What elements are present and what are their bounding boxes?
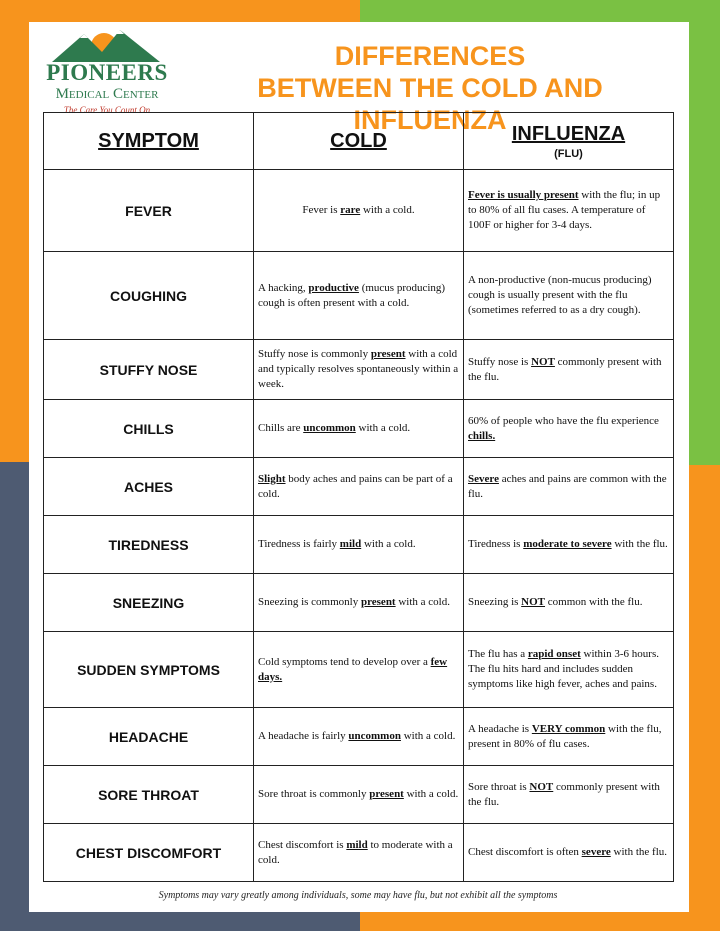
table-row (44, 824, 674, 882)
mountain-sun-icon (42, 24, 172, 64)
logo-subtitle: Medical Center (55, 86, 159, 102)
table-row (44, 574, 674, 632)
table-row (44, 458, 674, 516)
title-line-1: DIFFERENCES (334, 41, 526, 71)
table-row (44, 252, 674, 340)
cold-cell: Fever is rare with a cold. (254, 170, 464, 252)
flu-cell: Tiredness is moderate to severe with the flu. (464, 516, 674, 574)
table-row (44, 516, 674, 574)
footer-note: Symptoms may vary greatly among individuals, some may have flu, but not exhibit all the symptoms (158, 890, 558, 901)
logo-name: PIONEERS (46, 60, 168, 85)
flu-cell: A non-productive (non-mucus producing) cough is usually present with the flu (sometimes referred to as a dry cough). (464, 252, 674, 340)
symptom-cell: FEVER (44, 170, 254, 252)
flu-cell: Sore throat is NOT commonly present with the flu. (464, 766, 674, 824)
table-row (44, 632, 674, 708)
pioneers-logo (42, 24, 182, 116)
cold-cell: Sore throat is commonly present with a cold. (254, 766, 464, 824)
header-row (44, 113, 674, 170)
flu-cell: The flu has a rapid onset within 3-6 hours. The flu hits hard and includes sudden symptoms like high fever, aches and pains. (464, 632, 674, 708)
table-row (44, 340, 674, 400)
cold-cell: A headache is fairly uncommon with a cold. (254, 708, 464, 766)
flu-cell: A headache is VERY common with the flu, present in 80% of flu cases. (464, 708, 674, 766)
symptom-cell: HEADACHE (44, 708, 254, 766)
cold-cell: Tiredness is fairly mild with a cold. (254, 516, 464, 574)
cold-cell: Slight body aches and pains can be part of a cold. (254, 458, 464, 516)
table-row (44, 400, 674, 458)
table-row (44, 708, 674, 766)
symptom-cell: ACHES (44, 458, 254, 516)
title-line-2: BETWEEN THE COLD AND INFLUENZA (257, 73, 603, 135)
symptom-cell: CHILLS (44, 400, 254, 458)
symptom-cell: SUDDEN SYMPTOMS (44, 632, 254, 708)
symptom-cell: SORE THROAT (44, 766, 254, 824)
cold-cell: Sneezing is commonly present with a cold. (254, 574, 464, 632)
symptom-header: SYMPTOM (44, 113, 254, 170)
cold-cell: Cold symptoms tend to develop over a few days. (254, 632, 464, 708)
symptom-cell: COUGHING (44, 252, 254, 340)
influenza-header: INFLUENZA (FLU) (464, 113, 674, 170)
logo-tagline: The Care You Count On (63, 105, 151, 115)
table-row (44, 170, 674, 252)
symptom-cell: SNEEZING (44, 574, 254, 632)
cold-cell: Chest discomfort is mild to moderate with a cold. (254, 824, 464, 882)
flu-cell: Severe aches and pains are common with the flu. (464, 458, 674, 516)
flu-cell: Chest discomfort is often severe with the flu. (464, 824, 674, 882)
symptom-comparison-table (43, 112, 674, 882)
cold-cell: Chills are uncommon with a cold. (254, 400, 464, 458)
symptom-cell: TIREDNESS (44, 516, 254, 574)
flu-cell: 60% of people who have the flu experience chills. (464, 400, 674, 458)
flu-cell: Sneezing is NOT common with the flu. (464, 574, 674, 632)
cold-cell: A hacking, productive (mucus producing) cough is often present with a cold. (254, 252, 464, 340)
symptom-cell: CHEST DISCOMFORT (44, 824, 254, 882)
cold-header: COLD (254, 113, 464, 170)
symptom-cell: STUFFY NOSE (44, 340, 254, 400)
flu-cell: Fever is usually present with the flu; in up to 80% of all flu cases. A temperature of 100F or higher for 3-4 days. (464, 170, 674, 252)
table-row (44, 766, 674, 824)
cold-cell: Stuffy nose is commonly present with a cold and typically resolves spontaneously within a week. (254, 340, 464, 400)
flu-cell: Stuffy nose is NOT commonly present with the flu. (464, 340, 674, 400)
